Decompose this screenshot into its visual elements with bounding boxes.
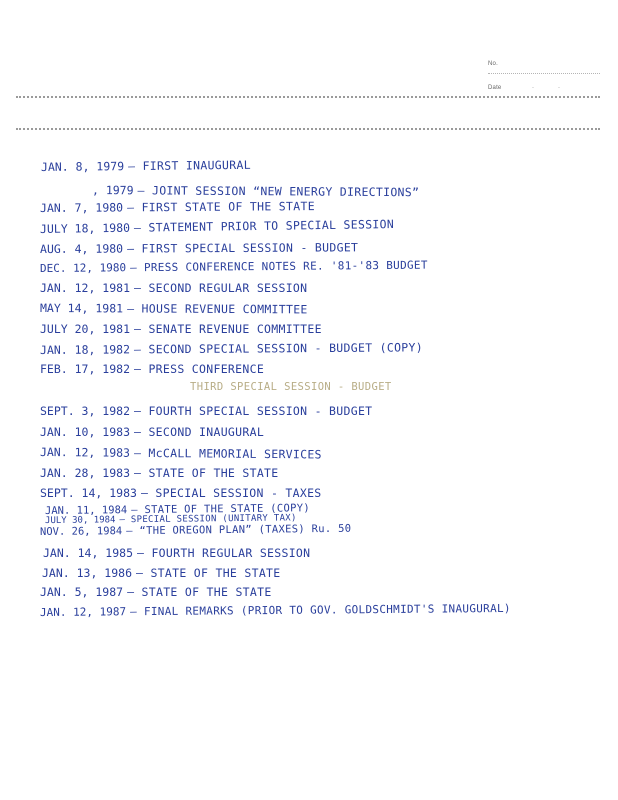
list-item [42,566,281,580]
list-item [40,585,272,599]
entry-title: — SPECIAL SESSION - TAXES [140,486,322,500]
page-rule-top [16,96,600,98]
entry-title: — STATEMENT PRIOR TO SPECIAL SESSION [133,217,395,235]
list-item [40,523,351,538]
entry-title: — STATE OF THE STATE (COPY) [131,502,311,517]
list-item [40,486,322,500]
list-item [40,281,307,295]
entry-date: SEPT. 14, 1983 [40,486,137,500]
date-separator-2: · [558,85,561,91]
entry-date: NOV. 26, 1984 [39,525,123,538]
entry-title: — FIRST INAUGURAL [128,157,251,174]
list-item [40,404,372,418]
entry-date: JULY 18, 1980 [39,220,131,236]
entry-title: — FOURTH SPECIAL SESSION - BUDGET [134,404,373,418]
list-item [40,340,423,357]
entry-date: JAN. 11, 1984 [44,504,128,517]
list-item [40,301,308,316]
entry-title: — FOURTH REGULAR SESSION [137,546,311,560]
list-item [41,158,251,174]
entry-title: — SENATE REVENUE COMMITTEE [134,322,322,336]
date-label: Date [488,85,502,91]
list-item [92,183,419,199]
entry-date: MAY 14, 1981 [39,301,124,316]
no-field-line [488,73,600,74]
no-label: No. [488,61,498,67]
list-item [40,466,279,480]
entry-title: — SECOND REGULAR SESSION [134,281,308,295]
entry-title: — FINAL REMARKS (PRIOR TO GOV. GOLDSCHMIDT'S INAUGURAL) [130,601,511,619]
page-rule-second [16,128,600,130]
entry-date: JAN. 14, 1985 [43,546,134,560]
entry-title: — FIRST SPECIAL SESSION - BUDGET [127,240,359,256]
entry-title: — STATE OF THE STATE [134,466,279,480]
entry-date: JAN. 28, 1983 [40,466,131,480]
list-item [40,602,511,619]
entry-date: JAN. 13, 1986 [42,566,133,580]
entry-date: SEPT. 3, 1982 [40,404,131,418]
entry-title: — FIRST STATE OF THE STATE [127,199,315,215]
entry-date: JAN. 12, 1981 [40,281,131,295]
entry-date: JAN. 10, 1983 [40,425,131,439]
entry-title: — PRESS CONFERENCE NOTES RE. '81-'83 BUDGET [130,258,428,275]
entry-date: AUG. 4, 1980 [39,241,124,256]
entry-title: — SECOND INAUGURAL [134,425,265,439]
list-item [40,322,322,336]
list-item [43,546,310,560]
entry-date: , 1979 [91,183,134,198]
list-item [40,240,358,256]
entry-date: JAN. 5, 1987 [40,585,124,599]
faint-note: THIRD SPECIAL SESSION - BUDGET [190,381,392,393]
entry-date: JAN. 12, 1987 [39,605,127,619]
entry-date: JULY 20, 1981 [40,322,131,336]
entry-title: — HOUSE REVENUE COMMITTEE [127,301,308,317]
entry-date: JULY 30, 1984 [44,515,116,526]
list-item [40,217,394,236]
entry-title: — McCALL MEMORIAL SERVICES [133,445,322,462]
entry-date: JAN. 12, 1983 [39,445,131,460]
entry-title: — STATE OF THE STATE [136,566,281,580]
entry-title: — SPECIAL SESSION (UNITARY TAX) [119,513,297,526]
entry-title: — STATE OF THE STATE [127,585,272,599]
list-item [40,425,264,439]
list-item [40,259,428,275]
entry-date: JAN. 8, 1979 [40,159,125,174]
entry-title: — PRESS CONFERENCE [134,362,265,376]
date-separator-1: · [532,85,535,91]
entry-date: JAN. 18, 1982 [39,342,131,357]
entry-date: FEB. 17, 1982 [40,362,131,376]
entry-date: JAN. 7, 1980 [39,200,124,215]
list-item [40,445,322,461]
entry-title: — JOINT SESSION “NEW ENERGY DIRECTIONS” [137,183,420,200]
entry-title: — SECOND SPECIAL SESSION - BUDGET (COPY) [133,340,424,357]
list-item [40,362,264,376]
list-item [40,199,315,215]
entry-title: — “THE OREGON PLAN” (TAXES) Ru. 50 [126,522,352,538]
entry-date: DEC. 12, 1980 [39,261,127,275]
